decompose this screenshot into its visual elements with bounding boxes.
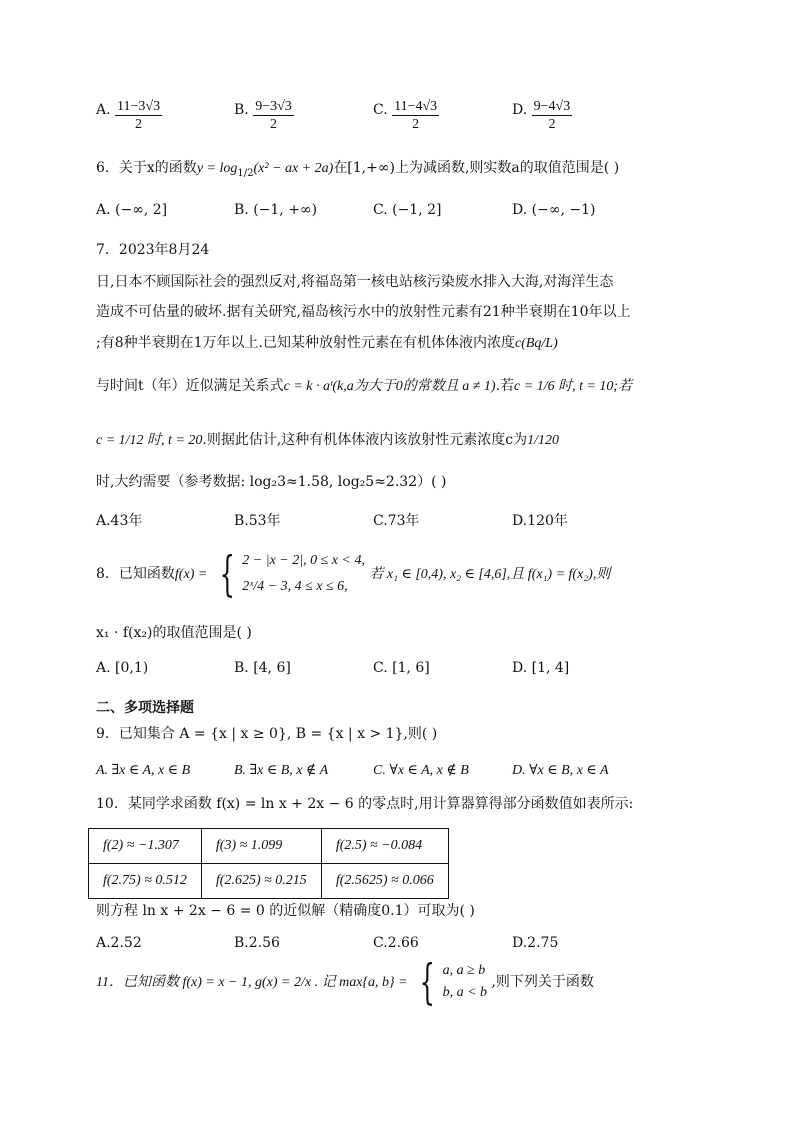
q8-option-b: B. [4, 6]: [234, 660, 291, 676]
q7-option-b: B.53年: [234, 513, 281, 529]
q10-option-c: C.2.66: [373, 935, 419, 951]
q7-line-2: 日,日本不顾国际社会的强烈反对,将福岛第一核电站核污染废水排入大海,对海洋生态: [96, 274, 614, 290]
q7-line-1: 7．2023年8月24: [96, 242, 210, 258]
table-row: [89, 864, 449, 899]
q6-option-d: D. (−∞, −1): [512, 202, 596, 218]
table-cell: f(2.5625) ≈ 0.066: [321, 864, 448, 899]
q9-option-b: B. ∃x ∈ B, x ∉ A: [234, 763, 329, 778]
q10-option-d: D.2.75: [512, 935, 559, 951]
q8-option-d: D. [1, 4]: [512, 660, 570, 676]
q9-option-d: D. ∀x ∈ B, x ∈ A: [512, 763, 609, 778]
q5-option-d: D. $\frac{9-4√3}{2}$: [512, 99, 571, 132]
q10-table: [88, 828, 449, 899]
q6-option-a: A. (−∞, 2]: [96, 202, 168, 218]
q8-line-2: x₁ · f(x₂)的取值范围是( ): [96, 625, 252, 641]
q8-option-c: C. [1, 6]: [373, 660, 430, 676]
table-cell: f(3) ≈ 1.099: [201, 829, 321, 864]
table-cell: f(2.75) ≈ 0.512: [89, 864, 202, 899]
q7-option-c: C.73年: [373, 513, 420, 529]
q6-option-b: B. (−1, +∞): [234, 202, 318, 218]
q10-option-a: A.2.52: [96, 935, 142, 951]
table-cell: f(2) ≈ −1.307: [89, 829, 202, 864]
q6-option-c: C. (−1, 2]: [373, 202, 442, 218]
q7-line-5: 与时间t（年）近似满足关系式c = k · aᵗ(k,a为大于0的常数且 a ≠ 1).若c = 1/6 时, t = 10;若: [96, 378, 633, 394]
q9-option-a: A. ∃x ∈ A, x ∈ B: [96, 763, 191, 778]
q10-after: 则方程 ln x + 2x − 6 = 0 的近似解（精确度0.1）可取为( ): [96, 903, 475, 919]
q7-option-a: A.43年: [96, 513, 143, 529]
q10-stem: 10．某同学求函数 f(x) = ln x + 2x − 6 的零点时,用计算器算得部分函数值如表所示:: [96, 796, 634, 812]
q5-option-b: B. $\frac{9-3√3}{2}$: [234, 99, 292, 132]
q5-option-a: A. $\frac{11-3√3}{2}$: [96, 99, 161, 132]
table-cell: f(2.5) ≈ −0.084: [321, 829, 448, 864]
q11-stem: 11．已知函数 f(x) = x − 1, g(x) = 2/x . 记 max{a, b} = { a, a ≥ b b, a < b ,则下列关于函数: [96, 954, 594, 1010]
q7-line-3: 造成不可估量的破坏.据有关研究,福岛核污水中的放射性元素有21种半衰期在10年以上: [96, 304, 631, 320]
q6-stem: 6．关于x的函数$y = \log_{1/2}(x^2$ − ax + 2a)在[1,+∞)上为减函数,则实数a的取值范围是( ): [96, 160, 620, 179]
q8-piecewise: { 2 − |x − 2|, 0 ≤ x < 4, 2ˣ/4 − 3, 4 ≤ x ≤ 6,: [219, 546, 365, 602]
q11-piecewise: { a, a ≥ b b, a < b: [419, 954, 488, 1010]
q5-option-c: C. $\frac{11-4√3}{2}$: [373, 99, 438, 132]
q10-option-b: B.2.56: [234, 935, 280, 951]
q8-option-a: A. [0,1): [96, 660, 149, 676]
q7-option-d: D.120年: [512, 513, 568, 529]
q7-line-4: ;有8种半衰期在1万年以上.已知某种放射性元素在有机体体液内浓度c(Bq/L): [96, 335, 558, 351]
table-row: [89, 829, 449, 864]
section-heading: 二、多项选择题: [96, 700, 194, 716]
q7-line-7: 时,大约需要（参考数据: log₂3≈1.58, log₂5≈2.32）( ): [96, 474, 447, 490]
q7-line-6: c = 1/12 时, t = 20.则据此估计,这种有机体体液内该放射性元素浓度c为1/120: [96, 432, 560, 448]
table-cell: f(2.625) ≈ 0.215: [201, 864, 321, 899]
q9-option-c: C. ∀x ∈ A, x ∉ B: [373, 763, 469, 778]
q8-stem: 8．已知函数f(x) = { 2 − |x − 2|, 0 ≤ x < 4, 2ˣ/4 − 3, 4 ≤ x ≤ 6, 若 x₁ ∈ [0,4), x₂ ∈ [4,6],且 f(x₁) = f(x₂),则: [96, 546, 611, 602]
q9-stem: 9．已知集合 A = {x | x ≥ 0}, B = {x | x > 1},则( ): [96, 726, 438, 742]
